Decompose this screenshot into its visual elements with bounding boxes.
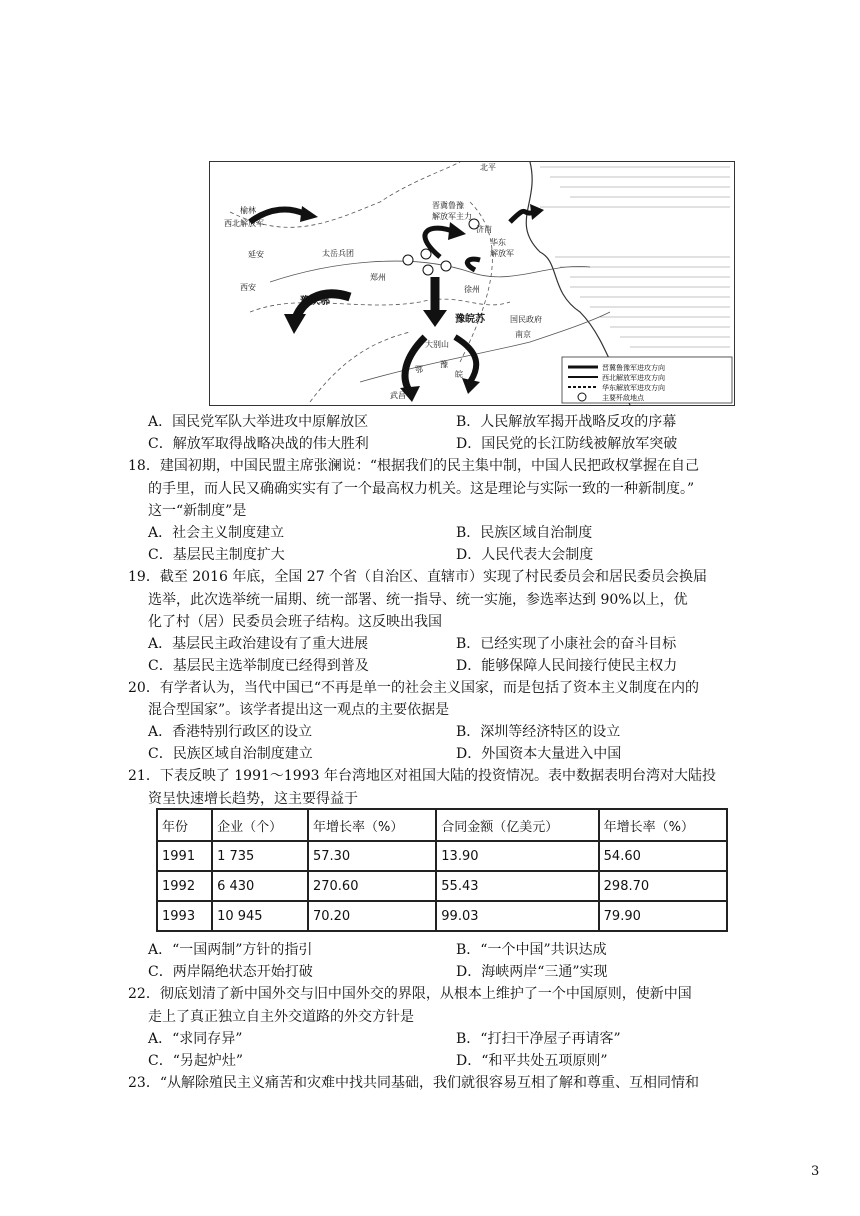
header-amount-growth: 年增长率（%） [599, 809, 727, 841]
header-enterprise-growth: 年增长率（%） [308, 809, 436, 841]
table-row [157, 871, 727, 901]
table-cell: 1993 [157, 901, 212, 931]
map-label: 鄂 [415, 365, 423, 374]
map-label: 豫陕鄂 [300, 296, 330, 307]
map-label: 延安 [248, 250, 264, 259]
table-cell: 57.30 [308, 841, 436, 871]
q21-stem-line1: 21．下表反映了 1991～1993 年台湾地区对祖国大陆的投资情况。表中数据表明台湾对大陆投 [128, 768, 716, 784]
q19-option-b: B．已经实现了小康社会的奋斗目标 [456, 636, 677, 652]
header-enterprises: 企业（个） [212, 809, 308, 841]
q21-option-d: D．海峡两岸“三通”实现 [456, 964, 608, 980]
legend-entry: 西北解放军进攻方向 [602, 374, 665, 382]
q22-option-c: C．“另起炉灶” [148, 1053, 244, 1069]
table-cell: 1991 [157, 841, 212, 871]
investment-table [156, 808, 728, 932]
map-drawing [210, 162, 734, 405]
map-label: 国民政府 [510, 315, 542, 324]
table-cell: 54.60 [599, 841, 727, 871]
q22-option-a: A．“求同存异” [148, 1031, 243, 1047]
q20-stem-line1: 20．有学者认为，当代中国已“不再是单一的社会主义国家，而是包括了资本主义制度在内的 [128, 680, 699, 696]
q19-option-a: A．基层民主政治建设有了重大进展 [148, 636, 369, 652]
map-label: 南京 [515, 330, 531, 339]
header-contract-amount: 合同金额（亿美元） [436, 809, 598, 841]
q20-option-c: C．民族区域自治制度建立 [148, 746, 313, 762]
map-legend [562, 357, 732, 403]
q19-stem-line3: 化了村（居）民委员会班子结构。这反映出我国 [148, 614, 442, 630]
table-cell: 6 430 [212, 871, 308, 901]
map-label: 豫皖苏 [455, 314, 485, 325]
q22-stem-line2: 走上了真正独立自主外交道路的外交方针是 [148, 1009, 414, 1025]
legend-entry: 晋冀鲁豫军进攻方向 [602, 364, 665, 372]
q21-option-c: C．两岸隔绝状态开始打破 [148, 964, 313, 980]
table-cell: 99.03 [436, 901, 598, 931]
header-year: 年份 [157, 809, 212, 841]
q19-stem-line1: 19．截至 2016 年底，全国 27 个省（自治区、直辖市）实现了村民委员会和居民委员会换届 [128, 569, 708, 585]
q17-option-c: C．解放军取得战略决战的伟大胜利 [148, 436, 369, 452]
map-label: 太岳兵团 [322, 249, 354, 258]
map-label: 徐州 [464, 285, 480, 294]
table-cell: 10 945 [212, 901, 308, 931]
page-number: 3 [811, 1164, 820, 1179]
q17-option-a: A．国民党军队大举进攻中原解放区 [148, 414, 369, 430]
map-label: 西北解放军 [224, 219, 264, 228]
q22-option-b: B．“打扫干净屋子再请客” [456, 1031, 621, 1047]
q17-option-d: D．国民党的长江防线被解放军突破 [456, 436, 678, 452]
q21-stem-line2: 资呈快速增长趋势，这主要得益于 [148, 791, 358, 807]
map-label: 皖 [455, 370, 463, 379]
q21-option-b: B．“一个中国”共识达成 [456, 942, 607, 958]
q20-option-a: A．香港特别行政区的设立 [148, 724, 313, 740]
q21-option-a: A．“一国两制”方针的指引 [148, 942, 313, 958]
q19-option-c: C．基层民主选举制度已经得到普及 [148, 658, 369, 674]
q18-stem-line1: 18．建国初期，中国民盟主席张澜说：“根据我们的民主集中制，中国人民把政权掌握在自己 [128, 458, 699, 474]
q18-option-b: B．民族区域自治制度 [456, 525, 593, 541]
table-cell: 79.90 [599, 901, 727, 931]
q18-option-d: D．人民代表大会制度 [456, 547, 594, 563]
map-label: 晋冀鲁豫 [432, 201, 464, 210]
legend-entry: 华东解放军进攻方向 [602, 384, 665, 392]
q20-stem-line2: 混合型国家”。该学者提出这一观点的主要依据是 [148, 702, 450, 718]
table-row [157, 841, 727, 871]
table-cell: 1 735 [212, 841, 308, 871]
q17-option-b: B．人民解放军揭开战略反攻的序幕 [456, 414, 677, 430]
q19-stem-line2: 选举，此次选举统一届期、统一部署、统一指导、统一实施，参选率达到 90%以上，优 [148, 592, 688, 608]
q22-option-d: D．“和平共处五项原则” [456, 1053, 608, 1069]
table-row [157, 901, 727, 931]
map-label: 郑州 [370, 273, 386, 282]
q19-option-d: D．能够保障人民间接行使民主权力 [456, 658, 678, 674]
table-cell: 298.70 [599, 871, 727, 901]
map-label: 北平 [480, 163, 496, 172]
table-cell: 270.60 [308, 871, 436, 901]
table-cell: 1992 [157, 871, 212, 901]
map-label: 豫 [440, 360, 448, 369]
map-label: 榆林 [240, 206, 256, 215]
table-cell: 70.20 [308, 901, 436, 931]
map-label: 西安 [240, 283, 256, 292]
q20-option-d: D．外国资本大量进入中国 [456, 746, 622, 762]
map-label: 武昌 [390, 391, 406, 400]
map-label: 华东 [490, 238, 506, 247]
table-header-row [157, 809, 727, 841]
q22-stem-line1: 22．彻底划清了新中国外交与旧中国外交的界限，从根本上维护了一个中国原则，使新中国 [128, 986, 692, 1002]
q20-option-b: B．深圳等经济特区的设立 [456, 724, 621, 740]
legend-entry: 主要歼敌地点 [602, 394, 644, 402]
q18-stem-line3: 这一“新制度”是 [148, 503, 247, 519]
q23-stem-line1: 23．“从解除殖民主义痛苦和灾难中找共同基础，我们就很容易互相了解和尊重、互相同情和 [128, 1075, 699, 1091]
map-label: 解放军 [490, 249, 514, 258]
map-label: 大别山 [425, 340, 449, 349]
map-label: 解放军主力 [432, 212, 472, 221]
table-cell: 13.90 [436, 841, 598, 871]
q18-option-a: A．社会主义制度建立 [148, 525, 285, 541]
military-map-figure [209, 161, 735, 406]
q18-option-c: C．基层民主制度扩大 [148, 547, 285, 563]
table-cell: 55.43 [436, 871, 598, 901]
q18-stem-line2: 的手里，而人民又确确实实有了一个最高权力机关。这是理论与实际一致的一种新制度。” [148, 481, 695, 497]
map-label: 济南 [476, 225, 492, 234]
